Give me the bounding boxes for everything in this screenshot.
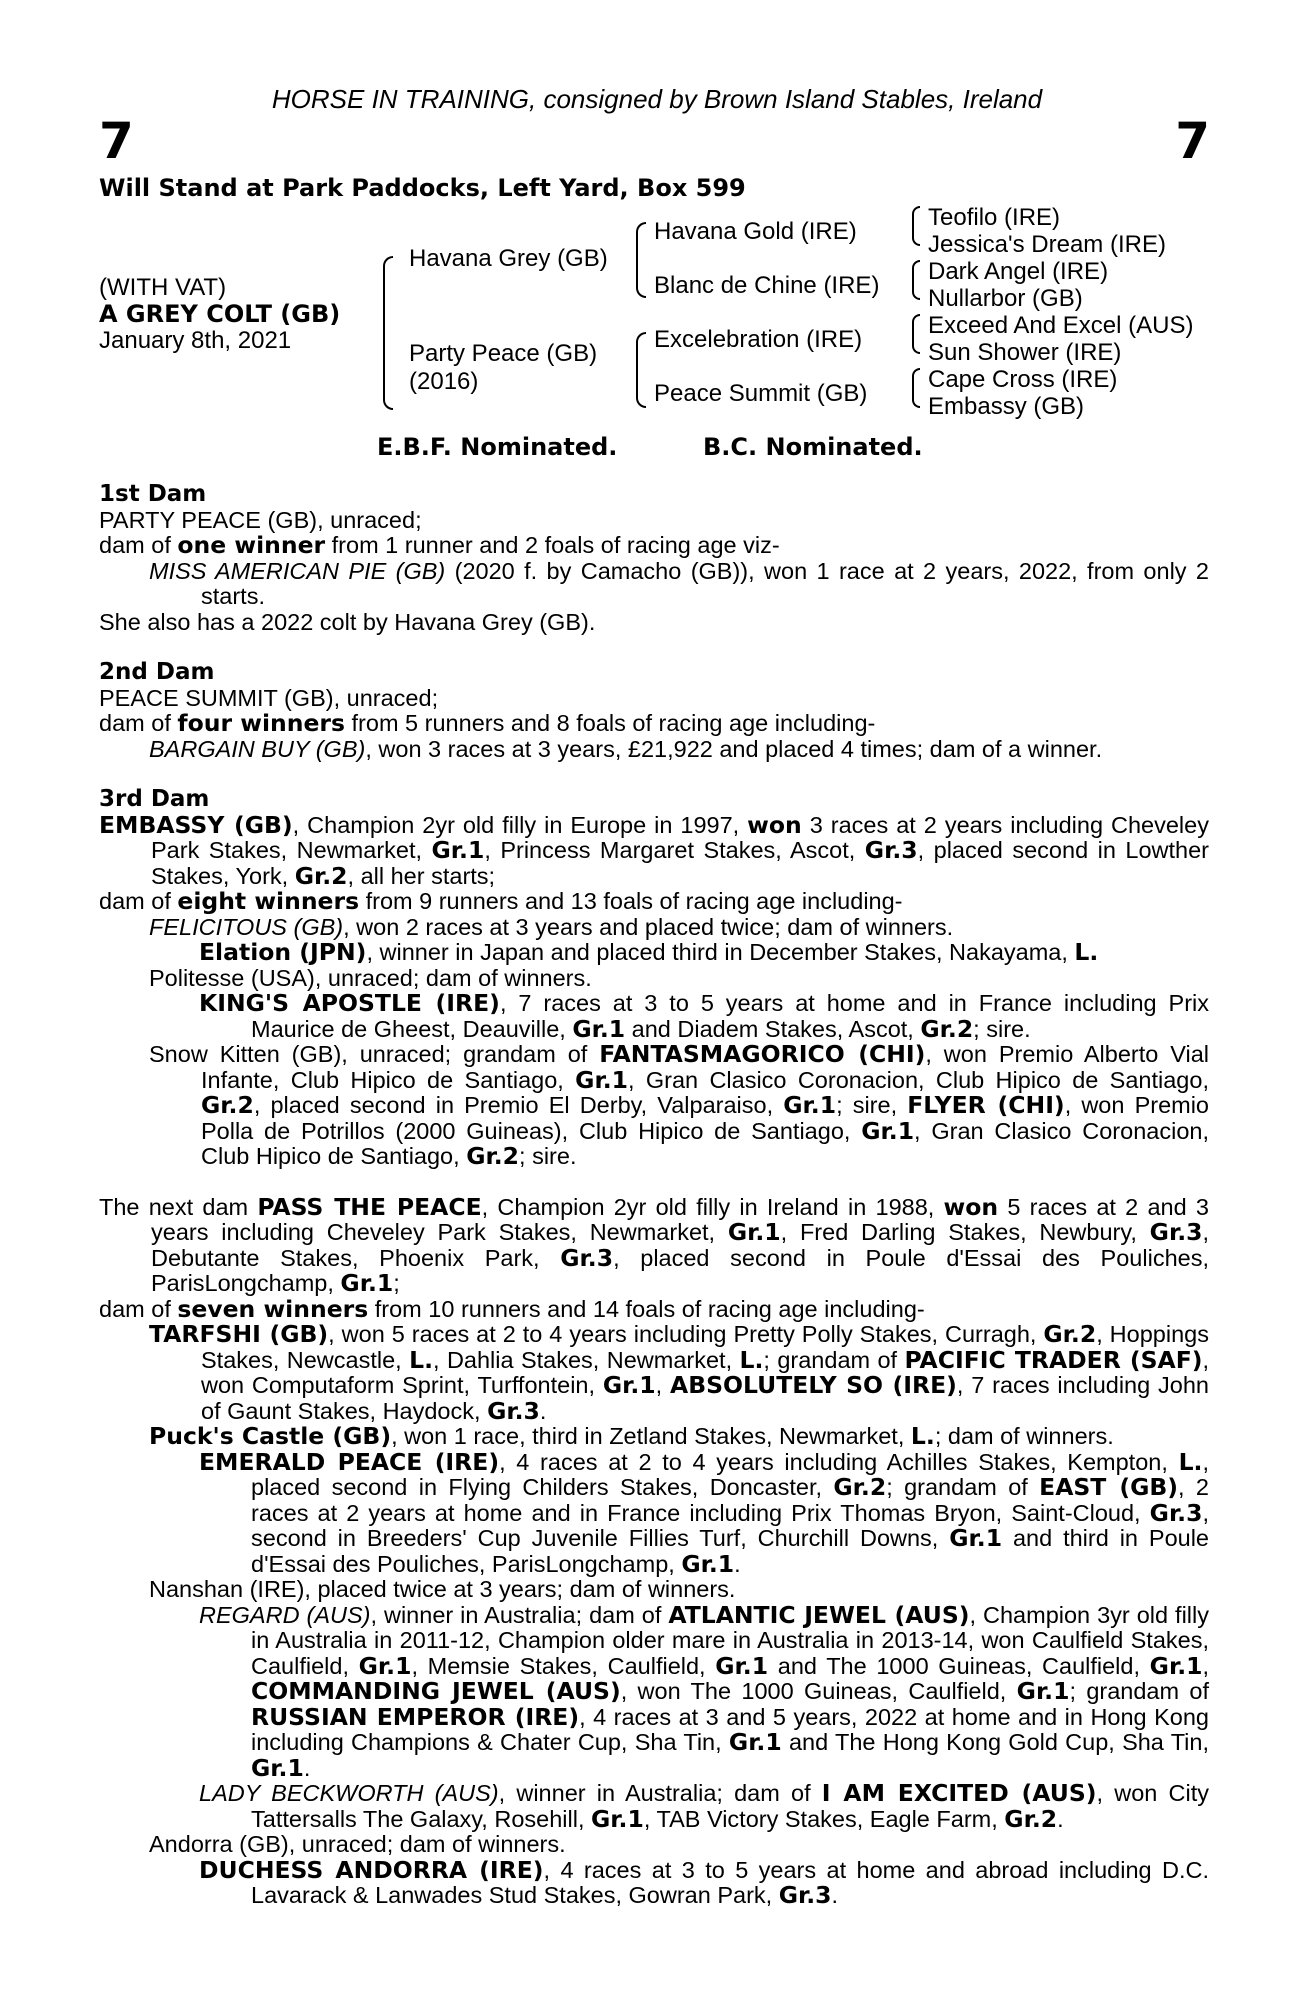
pedigree-dam-sire: Excelebration (IRE) [654, 326, 863, 353]
pedigree-ddd: Embassy (GB) [928, 393, 1085, 420]
progeny-pucks-castle: Puck's Castle (GB), won 1 race, third in Zetland Stakes, Newmarket, L.; dam of winners. [149, 1422, 1114, 1450]
progeny-felicitous: FELICITOUS (GB), won 2 races at 3 years and placed twice; dam of winners. [149, 913, 954, 940]
date-of-birth: January 8th, 2021 [99, 327, 292, 354]
second-dam-heading: 2nd Dam [99, 659, 215, 685]
pedigree-sire-dam: Blanc de Chine (IRE) [654, 272, 880, 299]
progeny-tarfshi: TARFSHI (GB), won 5 races at 2 to 4 years including Pretty Polly Stakes, Curragh, Gr.2, Hoppings Stakes, Newcastle, L., Dahlia Stakes, Newmarket, L.; grandam of PACIFIC TRADER (SAF), won Computaform Sprint, Turffontein, Gr.1, ABSOLUTELY SO (IRE), 7 races including John of Gaunt Stakes, Haydock, Gr.3. [149, 1320, 1210, 1425]
lot-title: A GREY COLT (GB) [99, 300, 341, 328]
pedigree-dsd: Sun Shower (IRE) [928, 339, 1122, 366]
pedigree-brace-dam [636, 332, 646, 408]
second-dam-produce: dam of four winners from 5 runners and 8 foals of racing age including- [99, 709, 876, 737]
pedigree-sdd: Nullarbor (GB) [928, 285, 1083, 312]
pedigree-brace-ds [912, 314, 920, 354]
pedigree-sire: Havana Grey (GB) [409, 245, 608, 272]
lot-number-left: 7 [99, 112, 134, 170]
progeny-regard: REGARD (AUS), winner in Australia; dam of ATLANTIC JEWEL (AUS), Champion 3yr old filly in Australia in 2011-12, Champion older mare in Australia in 2013-14, won Caulfield Stakes, Caulfield, Gr.1, Memsie Stakes, Caulfield, Gr.1 and The 1000 Guineas, Caulfield, Gr.1, COMMANDING JEWEL (AUS), won The 1000 Guineas, Caulfield, Gr.1; grandam of RUSSIAN EMPEROR (IRE), 4 races at 3 and 5 years, 2022 at home and in Hong Kong including Champions & Chater Cup, Sha Tin, Gr.1 and The Hong Kong Gold Cup, Sha Tin, Gr.1. [199, 1600, 1210, 1782]
pedigree-brace-sd [912, 260, 920, 300]
pedigree-ssd: Jessica's Dream (IRE) [928, 231, 1166, 258]
pedigree-dam-year: (2016) [409, 368, 479, 395]
next-dam-produce: dam of seven winners from 10 runners and 14 foals of racing age including- [99, 1294, 925, 1323]
pedigree-brace-dd [912, 368, 920, 408]
progeny-andorra: Andorra (GB), unraced; dam of winners. [149, 1831, 566, 1857]
first-dam-produce: dam of one winner from 1 runner and 2 foals of racing age viz- [99, 531, 780, 559]
third-dam-produce: dam of eight winners from 9 runners and 13 foals of racing age including- [99, 887, 903, 915]
stand-location: Will Stand at Park Paddocks, Left Yard, Box 599 [99, 174, 746, 202]
second-dam-progeny-1: BARGAIN BUY (GB), won 3 races at 3 years, £21,922 and placed 4 times; dam of a winner. [149, 735, 1103, 762]
progeny-duchess-andorra: DUCHESS ANDORRA (IRE), 4 races at 3 to 5 years at home and abroad including D.C. Lavarack & Lanwades Stud Stakes, Gowran Park, Gr.3. [199, 1855, 1209, 1909]
progeny-elation: Elation (JPN), winner in Japan and placed third in December Stakes, Nakayama, L. [199, 938, 1099, 966]
pedigree-dam: Party Peace (GB) [409, 340, 598, 367]
first-dam-progeny-1: MISS AMERICAN PIE (GB) (2020 f. by Camacho (GB)), won 1 race at 2 years, 2022, from only 2 starts. [149, 557, 1209, 609]
next-dam-record: The next dam PASS THE PEACE, Champion 2yr old filly in Ireland in 1988, won 5 races at 2 and 3 years including Cheveley Park Stakes, Newmarket, Gr.1, Fred Darling Stakes, Newbury, Gr.3, Debutante Stakes, Phoenix Park, Gr.3, placed second in Poule d'Essai des Pouliches, ParisLongchamp, Gr.1; [99, 1192, 1210, 1297]
progeny-kings-apostle: KING'S APOSTLE (IRE), 7 races at 3 to 5 years at home and in France including Prix Maurice de Gheest, Deauville, Gr.1 and Diadem Stakes, Ascot, Gr.2; sire. [199, 989, 1209, 1043]
progeny-nanshan: Nanshan (IRE), placed twice at 3 years; dam of winners. [149, 1576, 736, 1602]
pedigree-sire-sire: Havana Gold (IRE) [654, 218, 857, 245]
third-dam-record: EMBASSY (GB), Champion 2yr old filly in Europe in 1997, won 3 races at 2 years including Cheveley Park Stakes, Newmarket, Gr.1, Princess Margaret Stakes, Ascot, Gr.3, placed second in Lowther Stakes, York, Gr.2, all her starts; [99, 810, 1209, 890]
ebf-nomination: E.B.F. Nominated. [377, 433, 618, 461]
progeny-lady-beckworth: LADY BECKWORTH (AUS), winner in Australia; dam of I AM EXCITED (AUS), won City Tattersalls The Galaxy, Rosehill, Gr.1, TAB Victory Stakes, Eagle Farm, Gr.2. [199, 1779, 1209, 1833]
pedigree-dam-dam: Peace Summit (GB) [654, 380, 868, 407]
pedigree-dss: Exceed And Excel (AUS) [928, 312, 1194, 339]
pedigree-sds: Dark Angel (IRE) [928, 258, 1109, 285]
vat-note: (WITH VAT) [99, 274, 227, 301]
pedigree-brace-main [383, 256, 393, 410]
pedigree-sss: Teofilo (IRE) [928, 204, 1061, 231]
first-dam-also: She also has a 2022 colt by Havana Grey (GB). [99, 608, 596, 635]
catalogue-header: HORSE IN TRAINING, consigned by Brown Island Stables, Ireland [271, 84, 1043, 114]
progeny-emerald-peace: EMERALD PEACE (IRE), 4 races at 2 to 4 years including Achilles Stakes, Kempton, L., placed second in Flying Childers Stakes, Doncaster, Gr.2; grandam of EAST (GB), 2 races at 2 years at home and in France including Prix Thomas Bryon, Saint-Cloud, Gr.3, second in Breeders' Cup Juvenile Fillies Turf, Churchill Downs, Gr.1 and third in Poule d'Essai des Pouliches, ParisLongchamp, Gr.1. [199, 1447, 1210, 1578]
lot-number-right: 7 [1175, 112, 1210, 170]
bc-nomination: B.C. Nominated. [703, 433, 923, 461]
catalogue-body [99, 482, 1209, 1909]
first-dam-heading: 1st Dam [99, 481, 207, 507]
pedigree-brace-sire [636, 222, 646, 298]
progeny-snow-kitten: Snow Kitten (GB), unraced; grandam of FANTASMAGORICO (CHI), won Premio Alberto Vial Infante, Club Hipico de Santiago, Gr.1, Gran Clasico Coronacion, Club Hipico de Santiago, Gr.2, placed second in Premio El Derby, Valparaiso, Gr.1; sire, FLYER (CHI), won Premio Polla de Potrillos (2000 Guineas), Club Hipico de Santiago, Gr.1, Gran Clasico Coronacion, Club Hipico de Santiago, Gr.2; sire. [149, 1040, 1210, 1170]
third-dam-heading: 3rd Dam [99, 786, 210, 812]
second-dam-line: PEACE SUMMIT (GB), unraced; [99, 684, 439, 711]
first-dam-line: PARTY PEACE (GB), unraced; [99, 506, 422, 533]
pedigree-brace-ss [912, 206, 920, 246]
progeny-politesse: Politesse (USA), unraced; dam of winners. [149, 964, 592, 991]
pedigree-dds: Cape Cross (IRE) [928, 366, 1118, 393]
